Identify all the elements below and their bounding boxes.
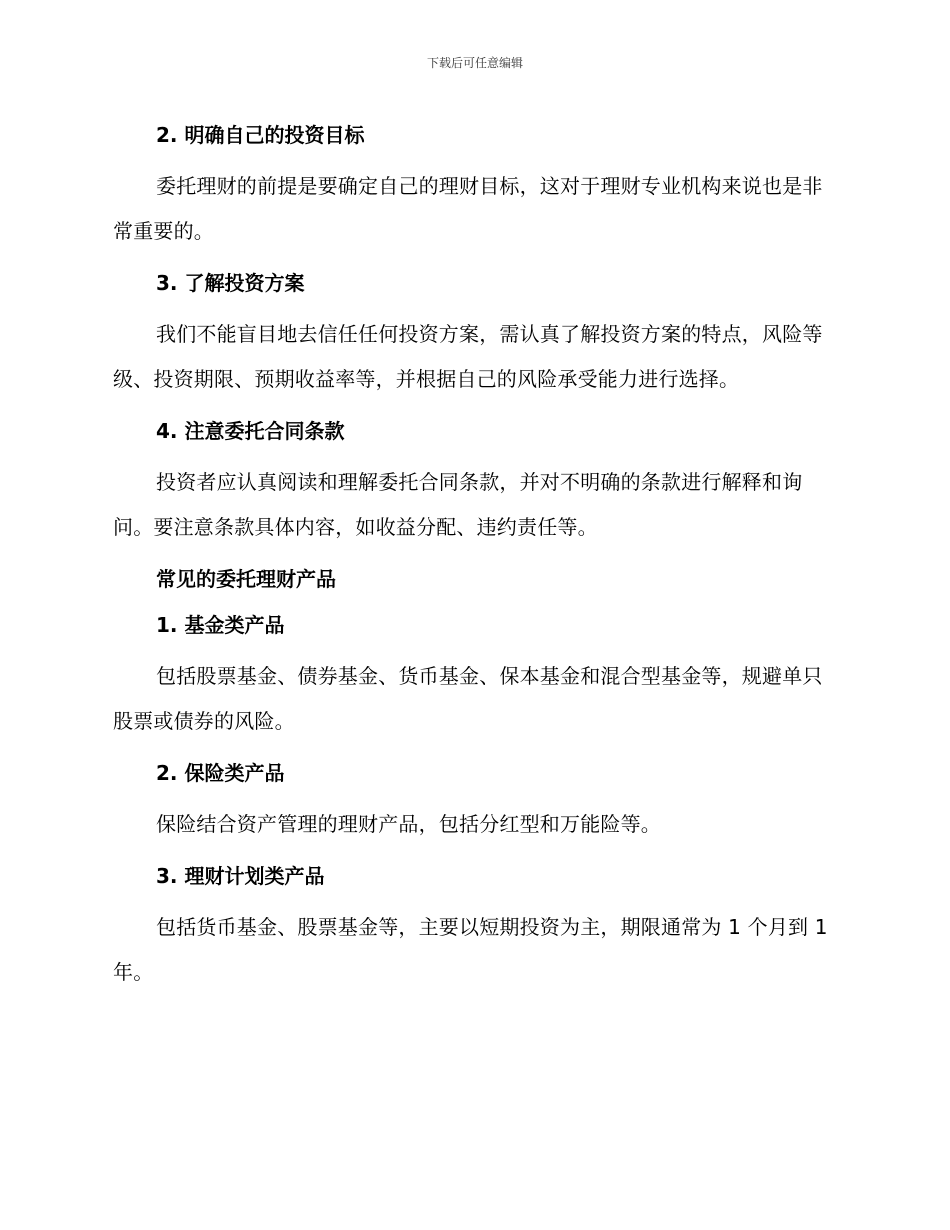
paragraph-plan: 我们不能盲目地去信任任何投资方案，需认真了解投资方案的特点，风险等级、投资期限、预期收益率等，并根据自己的风险承受能力进行选择。 <box>113 322 823 391</box>
paragraph-insurance: 保险结合资产管理的理财产品，包括分红型和万能险等。 <box>156 812 661 836</box>
section-heading-goal: 2. 明确自己的投资目标 <box>156 123 365 147</box>
paragraph-contract: 投资者应认真阅读和理解委托合同条款，并对不明确的条款进行解释和询问。要注意条款具体内容，如收益分配、违约责任等。 <box>113 470 803 539</box>
section-heading-wealth-plan: 3. 理财计划类产品 <box>156 864 325 888</box>
paragraph-goal: 委托理财的前提是要确定自己的理财目标，这对于理财专业机构来说也是非常重要的。 <box>113 174 823 243</box>
section-heading-contract: 4. 注意委托合同条款 <box>156 419 345 443</box>
paragraph-fund: 包括股票基金、债券基金、货币基金、保本基金和混合型基金等，规避单只股票或债券的风险。 <box>113 664 823 733</box>
header-note: 下载后可任意编辑 <box>426 56 523 70</box>
section-heading-insurance: 2. 保险类产品 <box>156 761 285 785</box>
section-heading-plan: 3. 了解投资方案 <box>156 271 305 295</box>
section-heading-products: 常见的委托理财产品 <box>156 567 336 591</box>
section-heading-fund: 1. 基金类产品 <box>156 613 285 637</box>
paragraph-wealth-plan: 包括货币基金、股票基金等，主要以短期投资为主，期限通常为 1 个月到 1 年。 <box>113 915 828 984</box>
document-body <box>113 112 833 1001</box>
